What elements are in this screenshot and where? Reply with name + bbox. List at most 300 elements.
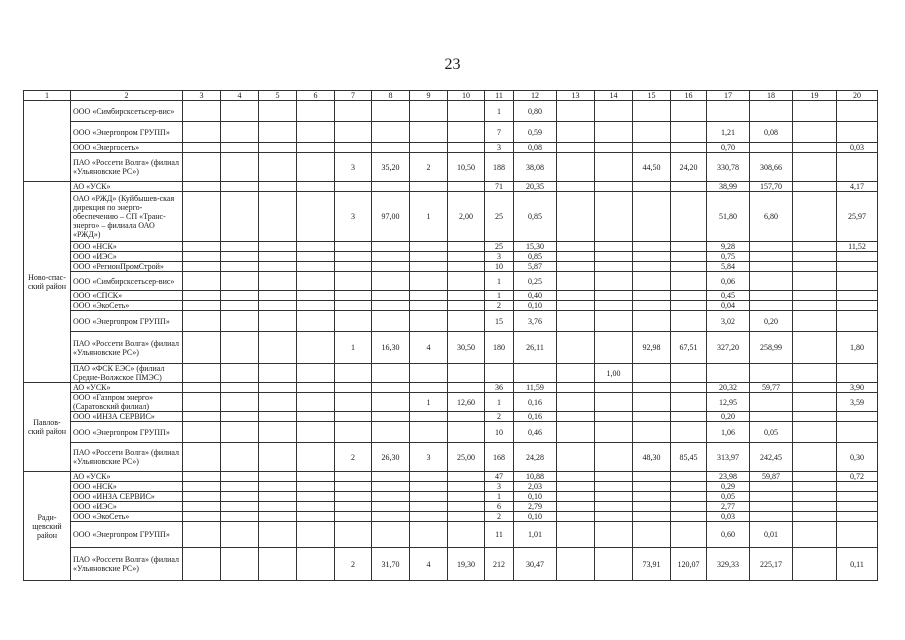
- value-cell: [793, 383, 837, 393]
- value-cell: [259, 182, 297, 192]
- value-cell: [259, 383, 297, 393]
- value-cell: [183, 393, 221, 412]
- value-cell: [793, 153, 837, 182]
- value-cell: 3,90: [837, 383, 878, 393]
- value-cell: 2: [335, 548, 372, 581]
- value-cell: [372, 311, 410, 332]
- value-cell: [410, 422, 448, 443]
- value-cell: [557, 482, 595, 492]
- page-number: 23: [444, 56, 461, 73]
- data-table: [23, 90, 878, 581]
- value-cell: 0,70: [707, 143, 750, 153]
- value-cell: 0,85: [514, 192, 557, 242]
- value-cell: [633, 522, 671, 548]
- value-cell: 15,30: [514, 242, 557, 252]
- value-cell: [671, 472, 707, 482]
- value-cell: [372, 422, 410, 443]
- value-cell: [410, 502, 448, 512]
- value-cell: [372, 472, 410, 482]
- column-number: 9: [410, 91, 448, 101]
- value-cell: [297, 412, 335, 422]
- table-row: [24, 153, 878, 182]
- value-cell: 10,50: [448, 153, 485, 182]
- value-cell: [297, 482, 335, 492]
- value-cell: [595, 122, 633, 143]
- value-cell: [793, 242, 837, 252]
- value-cell: [557, 422, 595, 443]
- value-cell: 0,03: [837, 143, 878, 153]
- value-cell: 25,97: [837, 192, 878, 242]
- organization-cell: ООО «ИЭС»: [71, 502, 183, 512]
- value-cell: [557, 153, 595, 182]
- value-cell: 5,84: [707, 262, 750, 272]
- value-cell: [410, 252, 448, 262]
- value-cell: [595, 182, 633, 192]
- value-cell: [448, 482, 485, 492]
- value-cell: 2,03: [514, 482, 557, 492]
- value-cell: [595, 332, 633, 364]
- value-cell: [335, 422, 372, 443]
- value-cell: [259, 548, 297, 581]
- value-cell: [633, 242, 671, 252]
- value-cell: [221, 291, 259, 301]
- value-cell: [837, 101, 878, 122]
- value-cell: [297, 252, 335, 262]
- value-cell: 67,51: [671, 332, 707, 364]
- table-row: [24, 364, 878, 383]
- table-row: [24, 143, 878, 153]
- value-cell: [259, 101, 297, 122]
- value-cell: 0,11: [837, 548, 878, 581]
- value-cell: [557, 383, 595, 393]
- value-cell: [335, 492, 372, 502]
- value-cell: 3: [485, 252, 514, 262]
- value-cell: [410, 412, 448, 422]
- value-cell: [793, 364, 837, 383]
- value-cell: [335, 383, 372, 393]
- value-cell: 1: [485, 101, 514, 122]
- value-cell: [410, 492, 448, 502]
- value-cell: [595, 512, 633, 522]
- value-cell: 157,70: [750, 182, 793, 192]
- value-cell: [595, 262, 633, 272]
- value-cell: [335, 311, 372, 332]
- table-row: [24, 332, 878, 364]
- organization-cell: АО «УСК»: [71, 182, 183, 192]
- value-cell: 2,00: [448, 192, 485, 242]
- value-cell: 168: [485, 443, 514, 472]
- table-row: [24, 272, 878, 291]
- value-cell: [671, 242, 707, 252]
- value-cell: 3,76: [514, 311, 557, 332]
- column-number: 12: [514, 91, 557, 101]
- value-cell: 15: [485, 311, 514, 332]
- value-cell: [633, 422, 671, 443]
- value-cell: [372, 492, 410, 502]
- value-cell: [183, 122, 221, 143]
- value-cell: 4,17: [837, 182, 878, 192]
- value-cell: [221, 242, 259, 252]
- value-cell: [335, 262, 372, 272]
- value-cell: 0,20: [707, 412, 750, 422]
- organization-cell: ОАО «РЖД» (Куйбышев-ская дирекция по энерго-обеспечению – СП «Транс-энерго» – филиала ОАО «РЖД»): [71, 192, 183, 242]
- value-cell: 180: [485, 332, 514, 364]
- table-row: [24, 393, 878, 412]
- value-cell: [221, 301, 259, 311]
- value-cell: [335, 482, 372, 492]
- column-number: 4: [221, 91, 259, 101]
- value-cell: 0,85: [514, 252, 557, 262]
- value-cell: [448, 422, 485, 443]
- value-cell: [259, 492, 297, 502]
- value-cell: [557, 311, 595, 332]
- value-cell: [372, 262, 410, 272]
- value-cell: [259, 443, 297, 472]
- value-cell: [557, 192, 595, 242]
- value-cell: [448, 472, 485, 482]
- value-cell: [221, 311, 259, 332]
- value-cell: [372, 143, 410, 153]
- value-cell: [183, 311, 221, 332]
- value-cell: 30,47: [514, 548, 557, 581]
- organization-cell: АО «УСК»: [71, 472, 183, 482]
- value-cell: [259, 122, 297, 143]
- value-cell: 36: [485, 383, 514, 393]
- value-cell: [372, 364, 410, 383]
- value-cell: [259, 252, 297, 262]
- table-row: [24, 412, 878, 422]
- value-cell: [221, 143, 259, 153]
- value-cell: 25: [485, 242, 514, 252]
- value-cell: [448, 502, 485, 512]
- value-cell: [837, 512, 878, 522]
- value-cell: [183, 291, 221, 301]
- value-cell: [595, 383, 633, 393]
- organization-cell: ПАО «Россети Волга» (филиал «Ульяновские РС»): [71, 548, 183, 581]
- column-number: 17: [707, 91, 750, 101]
- value-cell: [557, 242, 595, 252]
- value-cell: 3: [485, 482, 514, 492]
- value-cell: [633, 301, 671, 311]
- value-cell: [221, 272, 259, 291]
- value-cell: [750, 101, 793, 122]
- value-cell: [793, 192, 837, 242]
- value-cell: 0,60: [707, 522, 750, 548]
- value-cell: [793, 182, 837, 192]
- value-cell: [297, 291, 335, 301]
- value-cell: [595, 153, 633, 182]
- district-cell: [24, 101, 71, 182]
- column-number: 15: [633, 91, 671, 101]
- value-cell: 2: [485, 301, 514, 311]
- value-cell: [750, 262, 793, 272]
- value-cell: 0,10: [514, 492, 557, 502]
- table-row: [24, 122, 878, 143]
- value-cell: [448, 492, 485, 502]
- table-row: [24, 492, 878, 502]
- value-cell: [183, 512, 221, 522]
- value-cell: [297, 182, 335, 192]
- value-cell: [595, 522, 633, 548]
- value-cell: [837, 272, 878, 291]
- value-cell: [837, 502, 878, 512]
- organization-cell: ПАО «Россети Волга» (филиал «Ульяновские РС»): [71, 443, 183, 472]
- value-cell: [259, 143, 297, 153]
- value-cell: [671, 482, 707, 492]
- value-cell: [793, 272, 837, 291]
- value-cell: [671, 262, 707, 272]
- value-cell: [297, 364, 335, 383]
- value-cell: [221, 482, 259, 492]
- value-cell: 0,06: [707, 272, 750, 291]
- value-cell: [557, 502, 595, 512]
- column-number: 1: [24, 91, 71, 101]
- value-cell: [259, 262, 297, 272]
- value-cell: 6,80: [750, 192, 793, 242]
- value-cell: [671, 143, 707, 153]
- table-row: [24, 522, 878, 548]
- value-cell: 212: [485, 548, 514, 581]
- value-cell: 0,45: [707, 291, 750, 301]
- value-cell: [372, 383, 410, 393]
- value-cell: 25,00: [448, 443, 485, 472]
- value-cell: [793, 443, 837, 472]
- value-cell: [410, 101, 448, 122]
- value-cell: [410, 383, 448, 393]
- value-cell: [259, 153, 297, 182]
- value-cell: [750, 242, 793, 252]
- value-cell: [837, 122, 878, 143]
- value-cell: [183, 383, 221, 393]
- value-cell: 3: [485, 143, 514, 153]
- value-cell: [183, 492, 221, 502]
- value-cell: [557, 262, 595, 272]
- value-cell: 0,20: [750, 311, 793, 332]
- value-cell: 4: [410, 548, 448, 581]
- value-cell: [485, 364, 514, 383]
- value-cell: [750, 301, 793, 311]
- value-cell: [595, 412, 633, 422]
- value-cell: [595, 443, 633, 472]
- value-cell: [183, 332, 221, 364]
- organization-cell: ООО «Энергопром ГРУПП»: [71, 522, 183, 548]
- value-cell: [221, 332, 259, 364]
- value-cell: [750, 252, 793, 262]
- value-cell: [633, 393, 671, 412]
- value-cell: 26,30: [372, 443, 410, 472]
- value-cell: [793, 548, 837, 581]
- value-cell: [793, 122, 837, 143]
- value-cell: [633, 472, 671, 482]
- value-cell: 330,78: [707, 153, 750, 182]
- value-cell: 1,80: [837, 332, 878, 364]
- value-cell: 47: [485, 472, 514, 482]
- value-cell: [410, 272, 448, 291]
- value-cell: [221, 512, 259, 522]
- value-cell: [372, 482, 410, 492]
- organization-cell: АО «УСК»: [71, 383, 183, 393]
- value-cell: [448, 182, 485, 192]
- value-cell: [183, 548, 221, 581]
- value-cell: 35,20: [372, 153, 410, 182]
- value-cell: [221, 153, 259, 182]
- value-cell: [410, 143, 448, 153]
- value-cell: [448, 143, 485, 153]
- value-cell: [297, 101, 335, 122]
- value-cell: 59,87: [750, 472, 793, 482]
- value-cell: [183, 422, 221, 443]
- value-cell: [259, 412, 297, 422]
- column-number: 2: [71, 91, 183, 101]
- value-cell: [557, 301, 595, 311]
- value-cell: [335, 242, 372, 252]
- organization-cell: ПАО «Россети Волга» (филиал «Ульяновские РС»): [71, 153, 183, 182]
- value-cell: [837, 364, 878, 383]
- table-row: [24, 252, 878, 262]
- value-cell: [633, 482, 671, 492]
- value-cell: 225,17: [750, 548, 793, 581]
- value-cell: 0,05: [750, 422, 793, 443]
- value-cell: [259, 291, 297, 301]
- value-cell: 0,29: [707, 482, 750, 492]
- value-cell: [221, 122, 259, 143]
- organization-cell: ООО «Энергопром ГРУПП»: [71, 122, 183, 143]
- value-cell: [671, 192, 707, 242]
- value-cell: 44,50: [633, 153, 671, 182]
- value-cell: 0,04: [707, 301, 750, 311]
- value-cell: [595, 291, 633, 301]
- value-cell: 0,46: [514, 422, 557, 443]
- organization-cell: ООО «Симбирсксетьсер-вис»: [71, 272, 183, 291]
- value-cell: [671, 492, 707, 502]
- value-cell: 188: [485, 153, 514, 182]
- value-cell: 3: [335, 192, 372, 242]
- value-cell: [448, 311, 485, 332]
- value-cell: [448, 242, 485, 252]
- value-cell: [595, 242, 633, 252]
- value-cell: [671, 291, 707, 301]
- column-number: 18: [750, 91, 793, 101]
- table-row: [24, 291, 878, 301]
- value-cell: 1,00: [595, 364, 633, 383]
- value-cell: [410, 122, 448, 143]
- value-cell: [297, 383, 335, 393]
- value-cell: 6: [485, 502, 514, 512]
- value-cell: 11: [485, 522, 514, 548]
- table-row: [24, 482, 878, 492]
- value-cell: 25: [485, 192, 514, 242]
- value-cell: [633, 383, 671, 393]
- value-cell: 0,80: [514, 101, 557, 122]
- value-cell: [259, 332, 297, 364]
- value-cell: [372, 252, 410, 262]
- value-cell: [595, 252, 633, 262]
- value-cell: 258,99: [750, 332, 793, 364]
- value-cell: [671, 512, 707, 522]
- value-cell: [595, 101, 633, 122]
- value-cell: [793, 512, 837, 522]
- value-cell: [183, 272, 221, 291]
- column-number: 13: [557, 91, 595, 101]
- value-cell: 7: [485, 122, 514, 143]
- district-cell: Ново-спас-ский район: [24, 182, 71, 383]
- value-cell: 3: [410, 443, 448, 472]
- value-cell: [259, 472, 297, 482]
- organization-cell: ООО «Газпром энерго» (Саратовский филиал): [71, 393, 183, 412]
- value-cell: [221, 422, 259, 443]
- value-cell: [793, 492, 837, 502]
- district-cell: Ради-щевский район: [24, 472, 71, 581]
- value-cell: [372, 522, 410, 548]
- value-cell: 10,88: [514, 472, 557, 482]
- value-cell: [221, 101, 259, 122]
- district-cell: Павлов-ский район: [24, 383, 71, 472]
- organization-cell: ООО «Энергопром ГРУПП»: [71, 311, 183, 332]
- value-cell: [750, 272, 793, 291]
- value-cell: [793, 472, 837, 482]
- value-cell: [793, 422, 837, 443]
- value-cell: 11,52: [837, 242, 878, 252]
- value-cell: [671, 182, 707, 192]
- value-cell: [335, 122, 372, 143]
- value-cell: [671, 364, 707, 383]
- value-cell: [372, 301, 410, 311]
- value-cell: [335, 472, 372, 482]
- value-cell: 4: [410, 332, 448, 364]
- organization-cell: ООО «ИНЗА СЕРВИС»: [71, 492, 183, 502]
- value-cell: [448, 512, 485, 522]
- value-cell: [671, 311, 707, 332]
- value-cell: [671, 122, 707, 143]
- value-cell: 3,59: [837, 393, 878, 412]
- value-cell: [297, 512, 335, 522]
- value-cell: 12,95: [707, 393, 750, 412]
- value-cell: [221, 548, 259, 581]
- value-cell: 1: [410, 393, 448, 412]
- value-cell: [837, 153, 878, 182]
- value-cell: [410, 301, 448, 311]
- value-cell: [183, 262, 221, 272]
- value-cell: [335, 502, 372, 512]
- value-cell: 1,21: [707, 122, 750, 143]
- value-cell: [557, 143, 595, 153]
- value-cell: 5,87: [514, 262, 557, 272]
- value-cell: 327,20: [707, 332, 750, 364]
- value-cell: [595, 472, 633, 482]
- value-cell: [448, 272, 485, 291]
- column-number: 5: [259, 91, 297, 101]
- value-cell: [297, 332, 335, 364]
- value-cell: [671, 412, 707, 422]
- value-cell: [595, 492, 633, 502]
- value-cell: 51,80: [707, 192, 750, 242]
- value-cell: 71: [485, 182, 514, 192]
- value-cell: [557, 548, 595, 581]
- value-cell: [297, 192, 335, 242]
- value-cell: [372, 512, 410, 522]
- value-cell: [793, 502, 837, 512]
- value-cell: 1: [410, 192, 448, 242]
- value-cell: [297, 492, 335, 502]
- value-cell: 313,97: [707, 443, 750, 472]
- value-cell: [793, 311, 837, 332]
- value-cell: [837, 301, 878, 311]
- value-cell: [221, 182, 259, 192]
- value-cell: [633, 101, 671, 122]
- value-cell: [221, 192, 259, 242]
- value-cell: [595, 301, 633, 311]
- value-cell: [259, 393, 297, 412]
